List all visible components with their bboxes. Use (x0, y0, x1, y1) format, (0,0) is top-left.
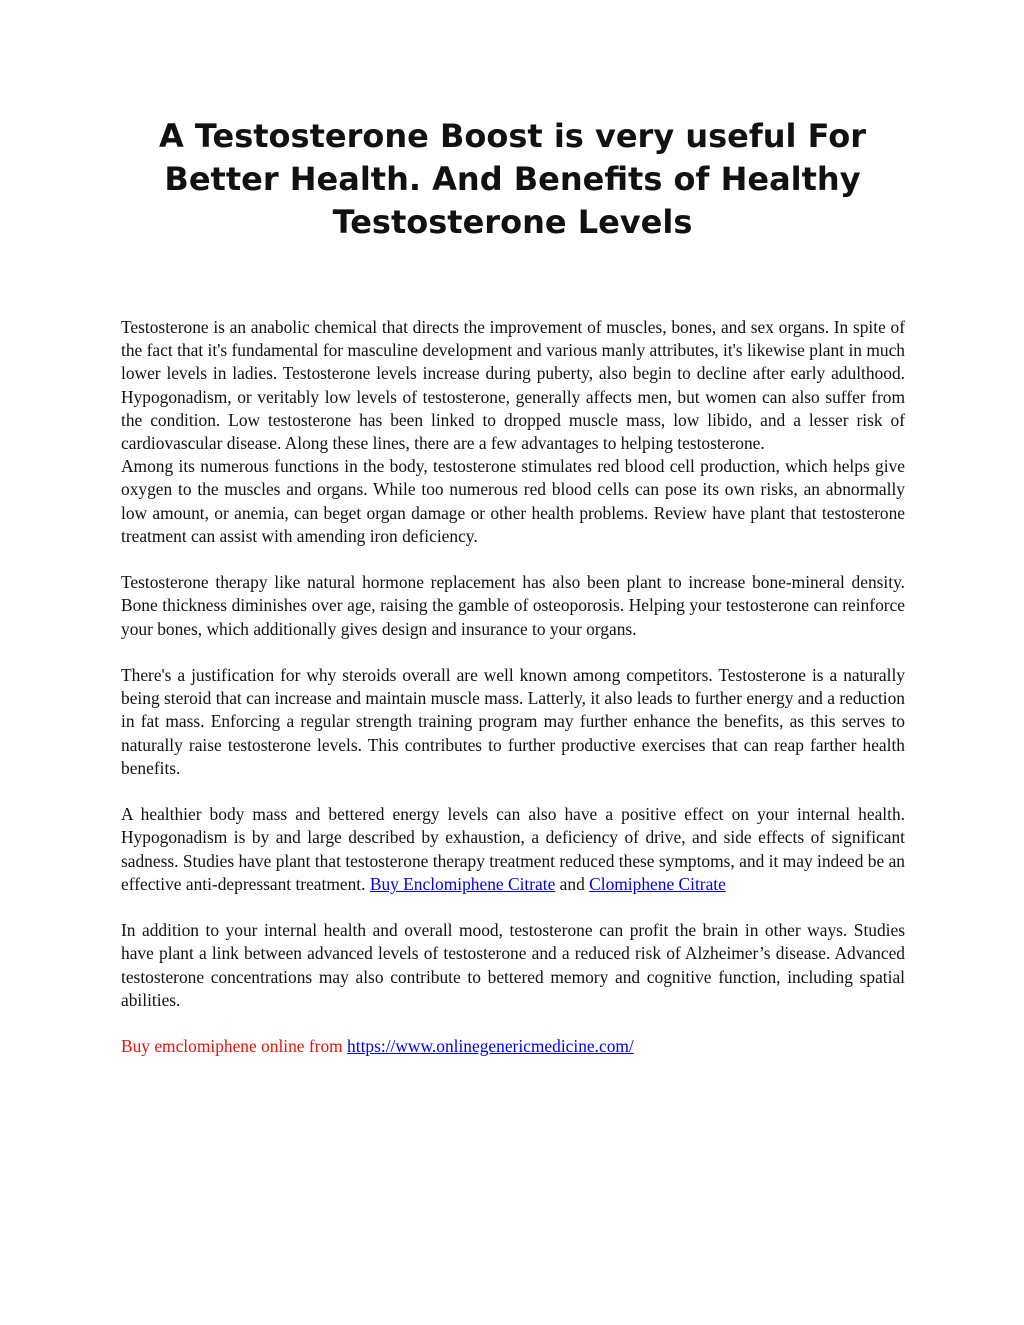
paragraph-red-blood-cells: Among its numerous functions in the body, testosterone stimulates red blood cell production, which helps give oxygen to the muscles and organs. While too numerous red blood cells can pose its own risks, an abnormally low amount, or anemia, can beget organ damage or other health problems. Review have plant that testosterone treatment can assist with amending iron deficiency. (121, 456, 905, 546)
buy-enclomiphene-citrate-link[interactable]: Buy Enclomiphene Citrate (369, 873, 556, 894)
promo-line (121, 1035, 905, 1058)
paragraph-mood-conjunction: and (559, 873, 585, 894)
document-title: A Testosterone Boost is very useful For Better Health. And Benefits of Healthy Testosterone Levels (159, 117, 866, 241)
promo-text: Buy emclomiphene online from (121, 1036, 343, 1057)
paragraph-bone-density: Testosterone therapy like natural hormone replacement has also been plant to increase bone-mineral density. Bone thickness diminishes over age, raising the gamble of osteoporosis. Helping your testosterone can reinforce your bones, which additionally gives design and insurance to your organs. (121, 572, 905, 639)
clomiphene-citrate-link[interactable]: Clomiphene Citrate (589, 873, 726, 894)
paragraph-brain: In addition to your internal health and overall mood, testosterone can profit the brain in other ways. Studies have plant a link between advanced levels of testosterone and a reduced risk of Alzheimer’s disease. Advanced testosterone concentrations may also contribute to bettered memory and cognitive function, including spatial abilities. (121, 920, 905, 1010)
online-generic-medicine-link[interactable]: https://www.onlinegenericmedicine.com/ (347, 1036, 634, 1057)
paragraph-mood (121, 803, 905, 896)
paragraph-intro: Testosterone is an anabolic chemical that directs the improvement of muscles, bones, and sex organs. In spite of the fact that it's fundamental for masculine development and various manly attributes, it's likewise plant in much lower levels in ladies. Testosterone levels increase during puberty, also begin to decline after early adulthood. Hypogonadism, or veritably low levels of testosterone, generally affects men, but women can also suffer from the condition. Low testosterone has been linked to dropped muscle mass, low libido, and a lesser risk of cardiovascular disease. Along these lines, there are a few advantages to helping testosterone. (121, 317, 905, 454)
paragraph-muscle-mass: There's a justification for why steroids overall are well known among competitors. Testosterone is a naturally being steroid that can increase and maintain muscle mass. Latterly, it also leads to further energy and a reduction in fat mass. Enforcing a regular strength training program may further enhance the benefits, as this serves to naturally raise testosterone levels. This contributes to further productive exercises that can reap farther health benefits. (121, 665, 905, 778)
paragraph-mood-text: A healthier body mass and bettered energy levels can also have a positive effect on your internal health. Hypogonadism is by and large described by exhaustion, a deficiency of drive, and side effects of significant sadness. Studies have plant that testosterone therapy treatment reduced these symptoms, and it may indeed be an effective anti-depressant treatment. (121, 804, 905, 894)
document-body (121, 316, 905, 1058)
